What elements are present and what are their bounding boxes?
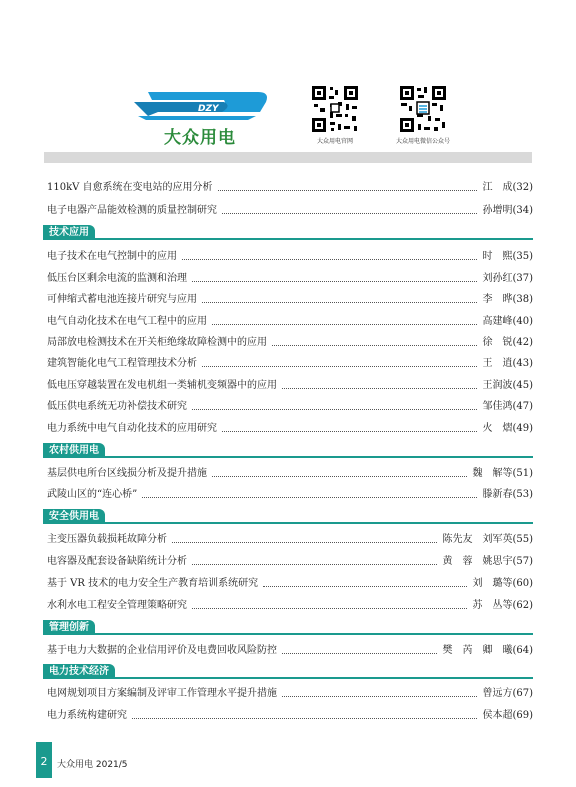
entry-title: 电气自动化技术在电气工程中的应用: [47, 316, 207, 327]
entry-author-page: 苏 丛等(62): [472, 600, 533, 611]
entry-author-page: 时 熙(35): [482, 251, 533, 262]
toc-entry[interactable]: [47, 292, 533, 306]
entry-title: 低压供电系统无功补偿技术研究: [47, 401, 187, 412]
leader-dots: [132, 718, 477, 719]
entry-author-page: 火 熠(49): [482, 423, 533, 434]
leader-dots: [192, 564, 437, 565]
entry-author-page: 邹佳鸿(47): [482, 401, 533, 412]
qr-code-icon: [310, 84, 360, 134]
entry-title: 局部放电检测技术在开关柜绝缘故障检测中的应用: [47, 337, 267, 348]
entry-author-page: 江 成(32): [482, 182, 533, 193]
leader-dots: [202, 302, 477, 303]
section-rule: [43, 238, 533, 240]
entry-author-page: 王润波(45): [482, 380, 533, 391]
toc-entry[interactable]: [47, 421, 533, 435]
toc-entry[interactable]: [47, 314, 533, 328]
entry-author-page: 滕新春(53): [482, 489, 533, 500]
leader-dots: [272, 345, 477, 346]
toc-entry[interactable]: [47, 598, 533, 612]
toc-entry[interactable]: [47, 335, 533, 349]
toc-entry[interactable]: [47, 203, 533, 217]
leader-dots: [218, 190, 478, 191]
entry-title: 基于电力大数据的企业信用评价及电费回收风险防控: [47, 645, 277, 656]
leader-dots: [202, 366, 477, 367]
section-header-power-tech-economics: [43, 664, 533, 680]
entry-author-page: 刘 璐等(60): [472, 578, 533, 589]
header: [0, 0, 576, 150]
toc-entry[interactable]: [47, 554, 533, 568]
entry-author-page: 樊 芮 卿 曦(64): [442, 645, 533, 656]
entry-title: 电容器及配套设备缺陷统计分析: [47, 556, 187, 567]
entry-author-page: 侯本超(69): [482, 710, 533, 721]
footer-issue: 大众用电 2021/5: [57, 760, 128, 770]
toc-entry[interactable]: [47, 708, 533, 722]
toc-entry[interactable]: [47, 180, 533, 194]
section-title: 农村供用电: [43, 443, 105, 458]
toc-entry[interactable]: [47, 466, 533, 480]
section-header-tech-application: [43, 225, 533, 241]
leader-dots: [282, 696, 477, 697]
leader-dots: [172, 542, 437, 543]
leader-dots: [192, 281, 477, 282]
entry-title: 电力系统中电气自动化技术的应用研究: [47, 423, 217, 434]
toc-entry[interactable]: [47, 249, 533, 263]
entry-title: 电力系统构建研究: [47, 710, 127, 721]
entry-title: 可伸缩式蓄电池连接片研究与应用: [47, 294, 197, 305]
entry-title: 电子技术在电气控制中的应用: [47, 251, 177, 262]
entry-title: 基于 VR 技术的电力安全生产教育培训系统研究: [47, 578, 259, 589]
dzy-logo: [128, 80, 273, 148]
toc-entry[interactable]: [47, 532, 533, 546]
entry-title: 基层供电所台区线损分析及提升措施: [47, 468, 207, 479]
entry-title: 110kV 自愈系统在变电站的应用分析: [47, 182, 213, 193]
section-title: 电力技术经济: [43, 664, 115, 679]
qr-code-icon: [398, 84, 448, 134]
leader-dots: [222, 431, 477, 432]
section-header-safety-power: [43, 509, 533, 525]
entry-title: 低压台区剩余电流的监测和治理: [47, 273, 187, 284]
qr-right-caption: 大众用电微信公众号: [395, 138, 450, 145]
logo-text: DZY: [198, 104, 219, 114]
leader-dots: [142, 497, 477, 498]
leader-dots: [263, 586, 467, 587]
entry-author-page: 徐 锐(42): [482, 337, 533, 348]
entry-author-page: 黄 蓉 姚思宇(57): [442, 556, 533, 567]
brand-name: 大众用电: [164, 128, 236, 148]
qr-left-caption: 大众用电官网: [316, 138, 353, 145]
leader-dots: [212, 324, 477, 325]
entry-title: 武陵山区的“连心桥”: [47, 489, 138, 500]
leader-dots: [192, 409, 477, 410]
toc-entry[interactable]: [47, 271, 533, 285]
section-header-management-innovation: [43, 620, 533, 636]
leader-dots: [192, 608, 467, 609]
leader-dots: [282, 653, 437, 654]
section-header-rural-power: [43, 443, 533, 459]
entry-author-page: 李 晔(38): [482, 294, 533, 305]
section-title: 安全供用电: [43, 509, 105, 524]
toc-entry[interactable]: [47, 643, 533, 657]
section-rule: [43, 522, 533, 524]
section-title: 技术应用: [43, 225, 95, 240]
entry-author-page: 王 逍(43): [482, 358, 533, 369]
entry-author-page: 陈先友 刘军英(55): [442, 534, 533, 545]
toc-entry[interactable]: [47, 378, 533, 392]
toc-entry[interactable]: [47, 487, 533, 501]
entry-title: 建筑智能化电气工程管理技术分析: [47, 358, 197, 369]
leader-dots: [222, 213, 477, 214]
leader-dots: [182, 259, 477, 260]
leader-dots: [282, 388, 477, 389]
leader-dots: [212, 476, 467, 477]
section-title: 管理创新: [43, 620, 95, 635]
qr-code-right: [398, 84, 448, 134]
toc-entry[interactable]: [47, 576, 533, 590]
toc-entry[interactable]: [47, 686, 533, 700]
entry-author-page: 孙增明(34): [482, 205, 533, 216]
entry-author-page: 刘孙红(37): [482, 273, 533, 284]
toc-entry[interactable]: [47, 356, 533, 370]
entry-title: 低电压穿越装置在发电机组一类辅机变频器中的应用: [47, 380, 277, 391]
entry-author-page: 曾远方(67): [482, 688, 533, 699]
header-divider-band: [44, 152, 532, 163]
entry-author-page: 魏 解等(51): [472, 468, 533, 479]
entry-author-page: 高建峰(40): [482, 316, 533, 327]
entry-title: 主变压器负载损耗故障分析: [47, 534, 167, 545]
qr-code-left: [310, 84, 360, 134]
section-rule: [43, 677, 533, 679]
section-rule: [43, 456, 533, 458]
entry-title: 电子电器产品能效检测的质量控制研究: [47, 205, 217, 216]
toc-entry[interactable]: [47, 399, 533, 413]
section-rule: [43, 633, 533, 635]
entry-title: 水利水电工程安全管理策略研究: [47, 600, 187, 611]
page-number: 2: [36, 742, 52, 778]
entry-title: 电网规划项目方案编制及评审工作管理水平提升措施: [47, 688, 277, 699]
